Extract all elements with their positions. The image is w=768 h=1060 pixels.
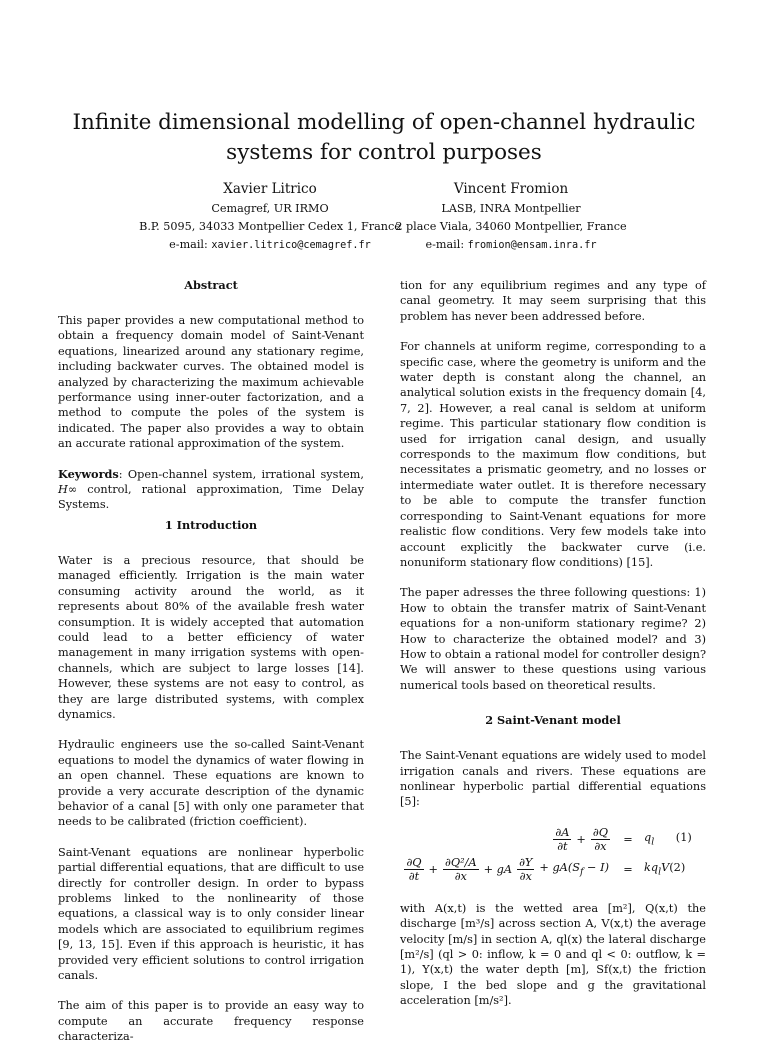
right-paragraph-1: tion for any equilibrium regimes and any type of canal geometry. It may seem surprising that this problem has never been addressed before. bbox=[400, 279, 706, 323]
right-column bbox=[400, 278, 706, 1024]
author-email[interactable]: fromion@ensam.inra.fr bbox=[467, 240, 597, 251]
author-address: B.P. 5095, 34033 Montpellier Cedex 1, France bbox=[139, 220, 401, 233]
keywords-hinf: H∞ bbox=[58, 483, 78, 497]
equation-1: $\frac{\partial A}{\partial t}$ + $\frac{\partial Q}{\partial x}$ = $q_l$ (1) bbox=[555, 826, 692, 854]
fraction: $\frac{\partial A}{\partial t}$ bbox=[555, 826, 570, 854]
left-column bbox=[58, 278, 364, 1060]
author-affiliation: Cemagref, UR IRMO bbox=[211, 202, 329, 215]
author-block-2 bbox=[346, 178, 676, 255]
email-label: e-mail: bbox=[169, 238, 208, 251]
equation-2: $\frac{\partial Q}{\partial t}$ + $\frac{\text{∂Q²/A}}{\partial x}$ + gA $\frac{\partial Y}{\partial x}$ + $gA(S_f - I)$ = $kq_lV(2)$ bbox=[406, 856, 686, 884]
right-paragraph-2: For channels at uniform regime, corresponding to a specific case, where the geometry is uniform and the water depth is constant along the channel, an analytical solution exists in the frequency domain [4, 7, 2]. However, a real canal is seldom at uniform regime. This particular stationary flow condition is used for irrigation canal design, and usually corresponds to the maximum flow conditions, but necessitates a prismatic geometry, and no losses or intermediate water outlet. It is therefore necessary to be able to compute the transfer function corresponding to Saint-Venant equations for more realistic flow conditions. Very few models take into account explicitly the backwater curve (i.e. nonuniform stationary flow conditions) [15]. bbox=[400, 340, 706, 569]
saint-venant-equations bbox=[400, 825, 706, 885]
right-paragraph-3: The paper adresses the three following questions: 1) How to obtain the transfer matrix of Saint-Venant equations for a non-uniform stationary regime? 2) How to characterize the obtained model? and 3) How to obtain a rational model for controller design? We will answer to these questions using various numerical tools based on theoretical results. bbox=[400, 586, 706, 692]
email-label: e-mail: bbox=[425, 238, 465, 251]
abstract-text: This paper provides a new computational method to obtain a frequency domain model of Saint-Venant equations, linearized around any stationary regime, including backwater curves. The obtained model is analyzed by characterizing the maximum achievable performance using inner-outer factorization, and a method to compute the poles of the system is indicated. The paper also provides a way to obtain an accurate rational approximation of the system. bbox=[58, 314, 364, 451]
author-address: 2 place Viala, 34060 Montpellier, France bbox=[395, 220, 627, 233]
author-affiliation: LASB, INRA Montpellier bbox=[441, 202, 581, 215]
equation-tag: (1) bbox=[675, 830, 692, 844]
fraction: $\frac{\partial Q}{\partial x}$ bbox=[592, 826, 608, 854]
keywords-post: control, rational approximation, Time Delay Systems. bbox=[58, 483, 364, 512]
author-email[interactable]: xavier.litrico@cemagref.fr bbox=[211, 240, 371, 251]
equation-tag: (2) bbox=[669, 860, 686, 874]
section-1-heading: 1 Introduction bbox=[164, 517, 258, 532]
intro-paragraph-3: Saint-Venant equations are nonlinear hyperbolic partial differential equations, that are difficult to use directly for controller design. In order to bypass problems linked to the nonlinearity of those equations, a classical way is to only consider linear models which are associated to equilibrium regimes [9, 13, 15]. Even if this approach is heuristic, it has provided very efficient solutions to control irrigation canals. bbox=[58, 845, 364, 983]
author-name: Xavier Litrico bbox=[223, 181, 317, 197]
keywords-label: Keywords bbox=[58, 466, 119, 481]
fraction: $\frac{\text{∂Q²/A}}{\partial x}$ bbox=[445, 856, 477, 884]
fraction: $\frac{\partial Q}{\partial t}$ bbox=[406, 856, 422, 884]
abstract-heading: Abstract bbox=[184, 278, 238, 292]
author-name: Vincent Fromion bbox=[453, 181, 569, 197]
title-line-2: systems for control purposes bbox=[226, 140, 542, 165]
intro-paragraph-4: The aim of this paper is to provide an easy way to compute an accurate frequency response characteriza- bbox=[58, 999, 364, 1044]
title-line-1: Infinite dimensional modelling of open-channel hydraulic bbox=[72, 110, 696, 135]
fraction: $\frac{\partial Y}{\partial x}$ bbox=[519, 856, 533, 884]
intro-paragraph-2: Hydraulic engineers use the so-called Saint-Venant equations to model the dynamics of water flowing in an open channel. These equations are known to provide a very accurate description of the dynamic behavior of a canal [5] with only one parameter that needs to be calibrated (friction coefficient). bbox=[58, 738, 364, 829]
saint-venant-paragraph-2: with A(x,t) is the wetted area [m²], Q(x,t) the discharge [m³/s] across section A, V(x,t) the average velocity [m/s] in section A, ql(x) the lateral discharge [m²/s] (ql > 0: inflow, k = 0 and ql < 0: outflow, k = 1), Y(x,t) the water depth [m], Sf(x,t) the friction slope, I the bed slope and g the gravitational acceleration [m/s²]. bbox=[400, 901, 706, 1008]
keywords-pre: : Open-channel system, irrational system, bbox=[118, 467, 364, 481]
author-email-line bbox=[346, 236, 676, 255]
paper-title bbox=[40, 108, 728, 168]
intro-paragraph-1: Water is a precious resource, that should be managed efficiently. Irrigation is the main water consuming activity around the world, as it represents about 80% of the available fresh water consumption. It is widely accepted that automation could lead to a better efficiency of water management in many irrigation systems with open-channels, which are subject to large losses [14]. However, these systems are not easy to control, as they are large distributed systems, with complex dynamics. bbox=[58, 553, 364, 721]
keywords bbox=[58, 467, 364, 513]
saint-venant-paragraph-1: The Saint-Venant equations are widely used to model irrigation canals and rivers. These equations are nonlinear hyperbolic partial differential equations [5]: bbox=[400, 749, 706, 809]
section-2-heading: 2 Saint-Venant model bbox=[485, 713, 621, 728]
